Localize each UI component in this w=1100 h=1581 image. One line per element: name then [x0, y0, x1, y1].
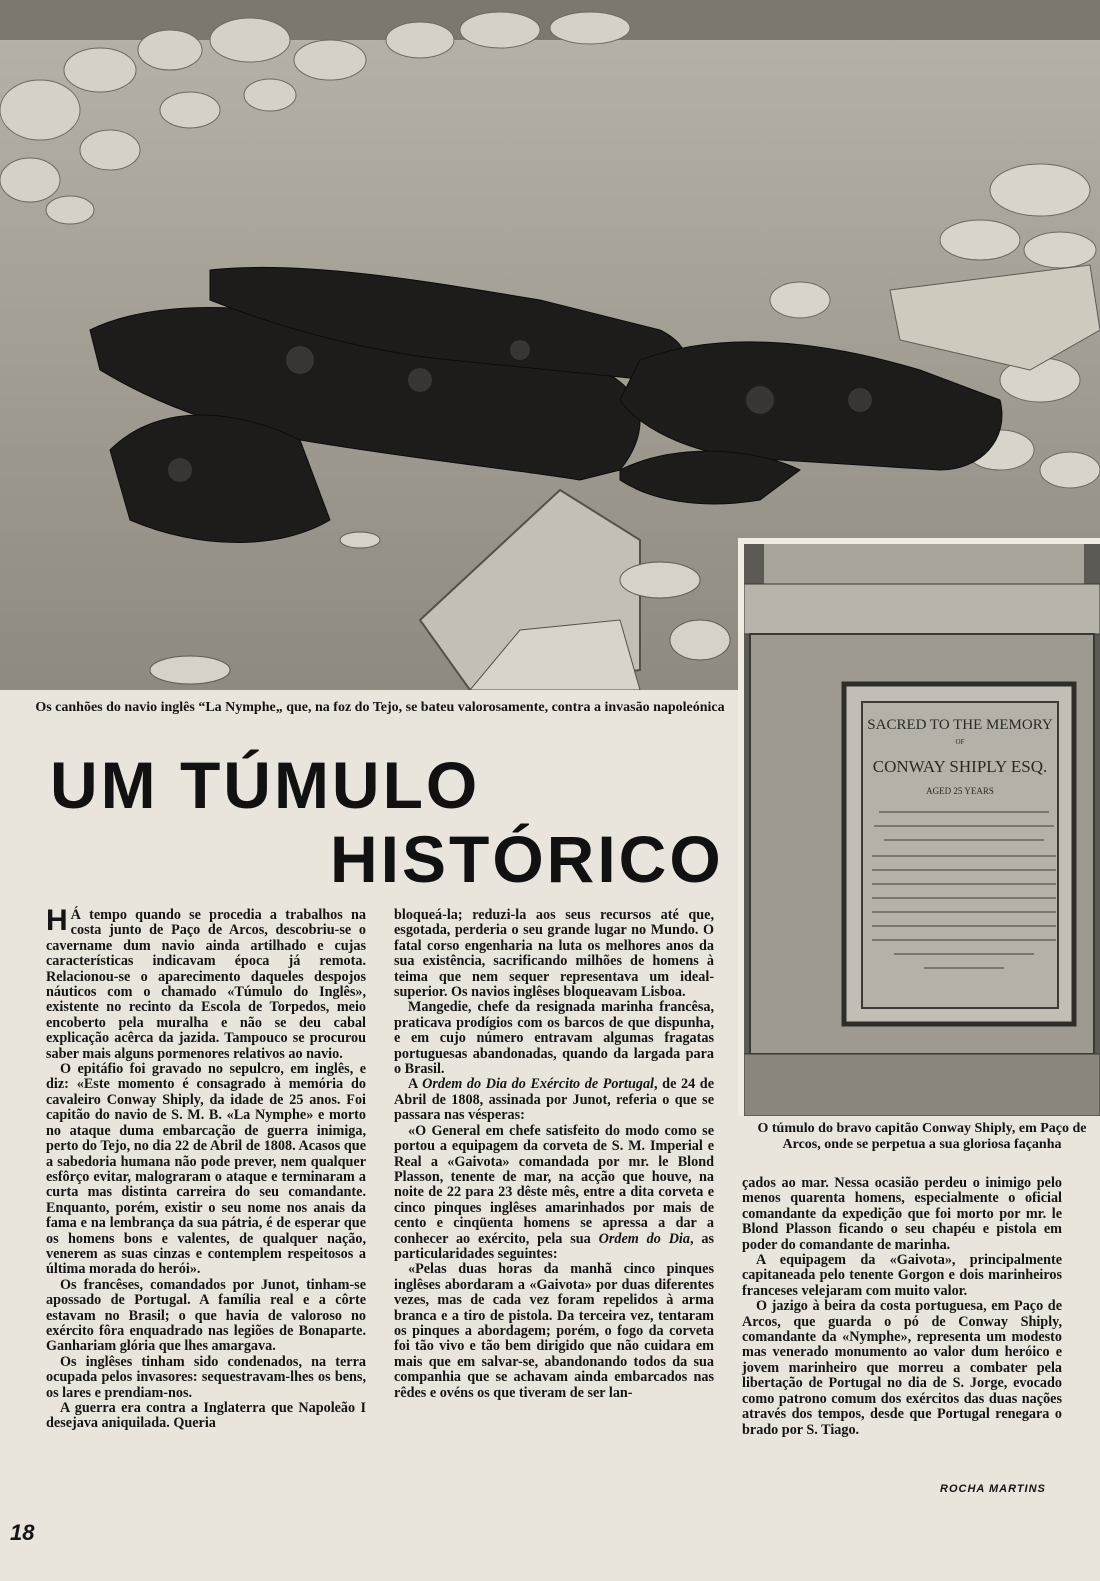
paragraph: bloqueá-la; reduzi-la aos seus recursos até que, esgotada, perderia o seu grande lugar no Mundo. O fatal corso engenharia na luta os melhores anos da sua existência, sacrificando milhões de homens à teima que nem sequer representava um ideal-superior. Os navios inglêses bloqueavam Lisboa.: [394, 907, 714, 1001]
paragraph: [394, 1077, 714, 1123]
article-column-2: [394, 908, 714, 1401]
article-title-line1: UM TÚMULO: [50, 748, 481, 822]
page-number: 18: [10, 1520, 35, 1545]
author-signature: ROCHA MARTINS: [940, 1483, 1046, 1495]
paragraph: [394, 1124, 714, 1263]
plaque-line4: AGED 25 YEARS: [926, 786, 994, 796]
article-column-1: [46, 904, 366, 1432]
paragraph-text: A: [408, 1076, 423, 1093]
paragraph: «Pelas duas horas da manhã cinco pinques inglêses abordaram a «Gaivota» por duas diferentes vezes, mas de cada vez foram repelidos à arma branca e a tiro de pistola. Da terceira vez, tentaram os pinques a abordagem; porém, o fogo da corveta foi tão vivo e tão bem dirigido que não cuidara em mais que em salvar-se, abandonando todos da sua companhia que se achavam ainda embarcados nas rêdes e ovéns os que tiveram de ser lan-: [394, 1261, 714, 1401]
paragraph-text: Á tempo quando se procedia a trabalhos na costa junto de Paço de Arcos, descobriu-se o cavername dum navio ainda artilhado e cujas características indicavam época já remota. Relacionou-se o aparecimento daqueles despojos náuticos com o chamado «Túmulo do Inglês», existente no recinto da Escola de Torpedos, meio encoberto pela muralha e não se deu cabal explicação acêrca da jazida. Tampouco se procurou saber mais alguns pormenores relativos ao navio.: [46, 907, 366, 1062]
paragraph: O jazigo à beira da costa portuguesa, em Paço de Arcos, que guarda o pó de Conway Shiply, comandante da «Nymphe», representa um modesto mas venerado monumento ao valor dum heróico e jovem marinheiro que morreu a combater pela libertação de Portugal no dia de S. Jorge, evocado como patrono comum dos exércitos das duas nações através dos tempos, desde que Portugal renegara o brado por S. Tiago.: [742, 1298, 1062, 1438]
paragraph: A equipagem da «Gaivota», principalmente capitaneada pelo tenente Gorgon e dois marinheiros franceses velejaram com muito valor.: [742, 1252, 1062, 1299]
paragraph: Mangedie, chefe da resignada marinha francêsa, praticava prodígios com os barcos de que dispunha, e em cujo número entravam algumas fragatas portuguesas abandonadas, quando da largada para o Brasil.: [394, 999, 714, 1078]
paragraph: [46, 904, 366, 1062]
paragraph: A guerra era contra a Inglaterra que Napoleão I desejava aniquilada. Queria: [46, 1400, 366, 1432]
article-column-3: [742, 1176, 1062, 1438]
plaque-line1: SACRED TO THE MEMORY: [867, 717, 1053, 733]
paragraph: Os francêses, comandados por Junot, tinham-se apossado de Portugal. A família real e a côrte estavam no Brasil; o que havia de valoroso no exército fôra enquadrado nas legiões de Bonaparte. Ganhariam glória que lhes amargava.: [46, 1276, 366, 1355]
photo-tomb: [738, 538, 1100, 1116]
order-of-day-ref: Ordem do Dia: [598, 1230, 690, 1247]
paragraph-text: , de 24 de Abril de 1808, assinada por Junot, referia o que se passara nas vésperas:: [394, 1076, 714, 1124]
plaque-line3: CONWAY SHIPLY ESQ.: [872, 757, 1048, 776]
order-of-day-title: Ordem do Dia do Exército de Portugal: [422, 1076, 654, 1093]
paragraph: Os inglêses tinham sido condenados, na terra ocupada pelos invasores: sequestravam-lhes os bens, os lares e prendiam-nos.: [46, 1353, 366, 1401]
paragraph-text: «O General em chefe satisfeito do modo como se portou a equipagem da corveta de S. M. Imperial e Real a «Gaivota» comandada por mr. le Blond Plasson, tenente de mar, na acção que houve, na noite de 22 para 23 dêste mês, entre a dita corveta e cinco pinques inglêses amarinhados por mais de cento e cinqüenta homens se apressa a dar a conhecer ao exército, pela sua: [394, 1122, 714, 1247]
paragraph: O epitáfio foi gravado no sepulcro, em inglês, e diz: «Este momento é consagrado à memória do cavaleiro Conway Shiply, da idade de 25 anos. Foi capitão do navio de S. M. B. «La Nymphe» e morto no ataque duma embarcação de guerra inimiga, perto do Tejo, no dia 22 de Abril de 1808. Acasos que a sabedoria humana não pode prever, nem qualquer esfôrço evitar, malograram o ataque e terminaram a curta mas distinta carreira do seu comandante. Enquanto, porém, existir o seu nome nos anais da fama e na lembrança da sua pátria, é de esperar que os homens bons e valentes, de qualquer nação, venerem as suas cinzas e contemplem respeitosos a última morada do herói».: [46, 1061, 366, 1278]
photo-cannons-caption: Os canhões do navio inglês “La Nymphe„ que, na foz do Tejo, se bateu valorosamente, contra a invasão napoleónica: [35, 700, 725, 715]
plaque-line2: OF: [955, 738, 965, 746]
photo-tomb-caption: O túmulo do bravo capitão Conway Shiply, em Paço de Arcos, onde se perpetua a sua gloriosa façanha: [757, 1121, 1087, 1152]
paragraph-text: , as particularidades seguintes:: [394, 1230, 714, 1262]
drop-cap: H: [46, 904, 68, 937]
photo-tomb-drawing: [744, 544, 1100, 1116]
paragraph: çados ao mar. Nessa ocasião perdeu o inimigo pelo menos quarenta homens, especialmente o oficial comandante da expedição que foi morto por mr. le Blond Plasson ficando o seu chapéu e pistola em poder do comandante de marinha.: [742, 1175, 1062, 1253]
article-title-line2: HISTÓRICO: [330, 822, 724, 896]
